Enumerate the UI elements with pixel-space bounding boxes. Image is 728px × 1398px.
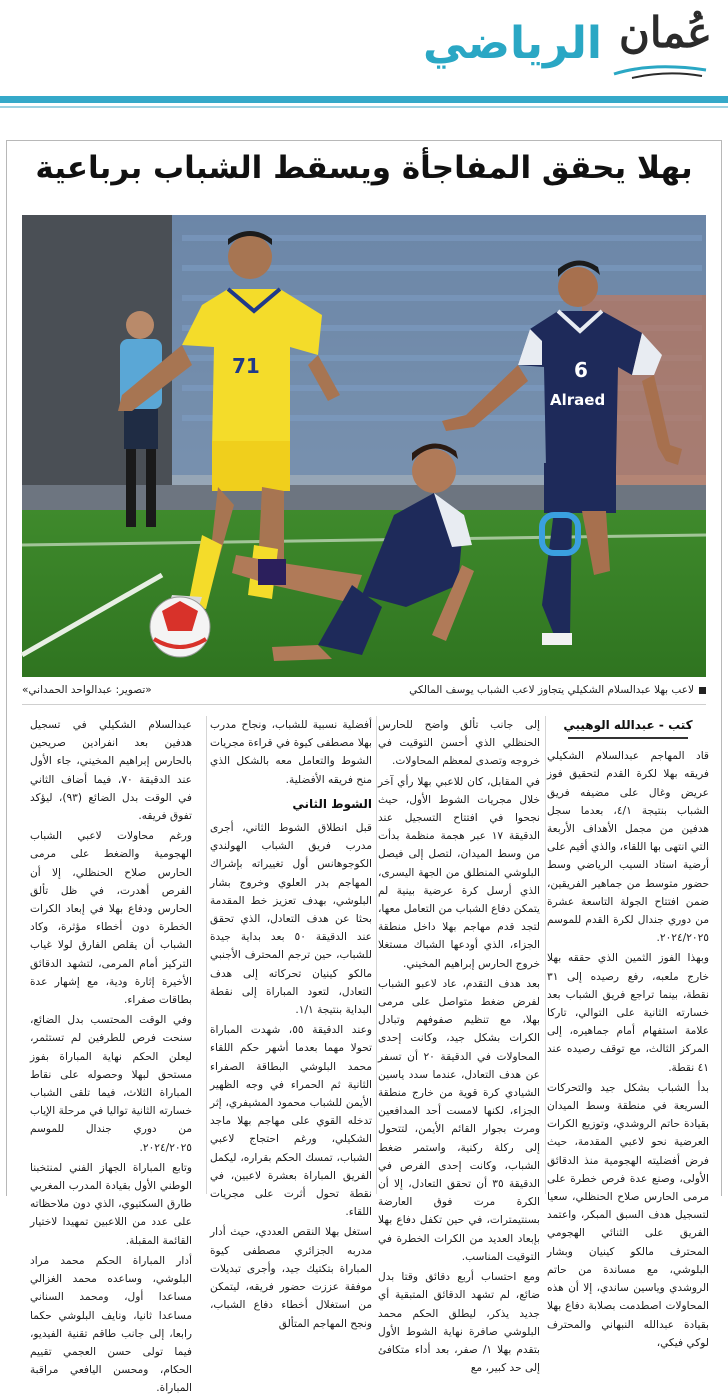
paragraph: أدار المباراة الحكم محمد مراد البلوشي، وساعده محمد الغزالي مساعدا أول، ومحمد السناني مساعدا ثانيا، ونايف البلوشي حكما رابعا، إلى جانب طاقم تقنية الفيديو، فيما تولى حسن العجمي تقييم الحكام، ومحسن اليافعي مراقبة المباراة. bbox=[30, 1254, 192, 1395]
byline: كتب - عبدالله الوهيبي bbox=[547, 716, 709, 739]
brand-section-title: الرياضي bbox=[422, 18, 602, 69]
photo-credit: «تصوير: عبدالواحد الحمداني» bbox=[22, 684, 152, 696]
column-divider bbox=[376, 716, 377, 1194]
paragraph: استغل بهلا النقص العددي، حيث أدار مدربه الجزائري مصطفى كيوة المباراة بتكتيك جيد، وأجرى تبديلات موفقة عززت حضور فريقه، ليتمكن من استغلال أخطاء دفاع الشباب، ونجح المهاجم المتألق bbox=[210, 1226, 372, 1330]
match-photo-illustration bbox=[22, 215, 706, 677]
football-ball bbox=[150, 597, 210, 657]
yellow-jersey-number: 71 bbox=[232, 354, 260, 378]
column-divider bbox=[545, 716, 546, 1194]
masthead-rule bbox=[0, 96, 728, 103]
photo-caption bbox=[409, 684, 706, 696]
column-divider bbox=[206, 716, 207, 1194]
paragraph: قبل انطلاق الشوط الثاني، أجرى مدرب فريق الشباب الهولندي الكوجوهانس أول تغييراته بإشراك المهاجم بدر العلوي وخروج بشار البلوشي، بهدف تعزيز خط المقدمة بحثا عن هدف التعادل، الذي تحقق عند الدقيقة ٥٠ بعد بداية جيدة للشباب، حين ترجم المحترف الأجنبي مالكو كينيان تحركاته إلى هدف التعادل، لتعود المباراة إلى نقطة البداية بنتيجة ١/١. bbox=[210, 822, 372, 1017]
brand-oman: عُمان bbox=[619, 8, 712, 57]
brand-logo[interactable] bbox=[384, 6, 714, 92]
article-column-3 bbox=[210, 716, 372, 1330]
paragraph: وبهذا الفوز الثمين الذي حققه بهلا خارج ملعبه، رفع رصيده إلى ٣١ نقطة، بينما تراجع فريق الشباب بعد خسارته الثانية على التوالي، تاركا علامة استفهام أمام جماهيره، إلى المركز الثالث، مع توقف رصيده عند ٤١ نقطة. bbox=[547, 952, 709, 1074]
jersey-sponsor: Alraed bbox=[550, 391, 606, 409]
paragraph: إلى جانب تألق واضح للحارس الحنظلي الذي أحسن التوقيت في خروجه وتصدى لمعظم المحاولات. bbox=[378, 719, 540, 768]
masthead-rule-thin bbox=[0, 106, 728, 108]
paragraph: وعند الدقيقة ٥٥، شهدت المباراة تحولا مهما بعدما أشهر حكم اللقاء محمد البلوشي البطاقة الصفراء الثانية ثم الحمراء في وجه الظهير الأيمن للشباب محمود المشيفري، إثر تدخله القوي على مهاجم بهلا ماجد الشكيلي، ورغم احتجاج لاعبي الشباب، تمسك الحكم بقراره، ليكمل الفريق المباراة بعشرة لاعبين، في نقطة تحول أثرت على مجريات اللقاء. bbox=[210, 1024, 372, 1219]
paragraph: قاد المهاجم عبدالسلام الشكيلي فريقه بهلا لكرة القدم لتحقيق فوز عريض وغال على مضيفه فريق الشباب بنتيجة ٤/١، بعدما سجل هدفين من مجمل الأهداف الأربعة التي انتهى بها اللقاء، والذي أقيم على أرضية استاد السيب الرياضي وسط حضور متوسط من جماهير الفريقين، ضمن افتتاح الجولة التاسعة عشرة من دوري جندال لكرة القدم للموسم ٢٠٢٤/٢٠٢٥. bbox=[547, 750, 709, 945]
article-headline: بهلا يحقق المفاجأة ويسقط الشباب برباعية bbox=[35, 150, 693, 186]
paragraph: ورغم محاولات لاعبي الشباب الهجومية والضغط على مرمى الحارس صلاح الحنظلي، إلا أن الفرص أهدرت، في ظل تألق الحارس ودفاع بهلا في إبعاد الكرات الخطرة دون أخطاء مؤثرة، وكاد الشباب أن يقلص الفارق لولا غياب التركيز أمام المرمى، لتشهد الدقائق الأخيرة إثارة ودية، مع إشهار عدة بطاقات صفراء. bbox=[30, 830, 192, 1007]
paragraph: وفي الوقت المحتسب بدل الضائع، سنحت فرص للطرفين لم تستثمر، ليعلن الحكم نهاية المباراة بفوز مستحق لبهلا وحصوله على نقاط المباراة الثلاث، فيما تلقى الشباب خسارته الثانية تواليا في مرحلة الإياب من دوري جندال للموسم ٢٠٢٤/٢٠٢٥. bbox=[30, 1014, 192, 1154]
paragraph: وتابع المباراة الجهاز الفني لمنتخبنا الوطني الأول بقيادة المدرب المغربي طارق السكتيوي، الذي دون ملاحظاته على عدد من اللاعبين تمهيدا لاختيار القائمة المقبلة. bbox=[30, 1161, 192, 1247]
match-photo bbox=[22, 215, 706, 677]
navy-jersey-number: 6 bbox=[574, 358, 588, 382]
photo-captions bbox=[22, 682, 706, 702]
paragraph: في المقابل، كان للاعبي بهلا رأي آخر خلال مجريات الشوط الأول، حيث نجحوا في افتتاح التسجيل عند الدقيقة ١٧ عبر هجمة منظمة بدأت من وسط الميدان، لتصل إلى فيصل البلوشي المنطلق من الجهة اليسرى، الذي أرسل كرة عرضية بينية لم يتمكن دفاع الشباب من التعامل معها، لتجد قدم مهاجم بهلا داخل منطقة الجزاء، الذي أودعها الشباك مستغلا خروج الحارس إبراهيم المخيني. bbox=[378, 775, 540, 970]
paragraph: عبدالسلام الشكيلي في تسجيل هدفين بعد انفرادين صريحين بالحارس إبراهيم المخيني، جاء الأول عند الدقيقة ٧٠، فيما أضاف الثاني في الوقت بدل الضائع (٩٣)، ليؤكد تفوق فريقه. bbox=[30, 719, 192, 823]
paragraph: بعد هدف التقدم، عاد لاعبو الشباب لفرض ضغط متواصل على مرمى بهلا، مع تنظيم صفوفهم وتبادل الكرات بشكل جيد، وكانت إحدى المحاولات في الدقيقة ٢٠ أن تسفر عن هدف التعادل، عندما سدد ياسين الشيادي كرة قوية من خارج منطقة الجزاء، لكنها لامست أحد المدافعين ومرت بجوار القائم الأيمن، لتتحول إلى ركلة ركنية، واستمر ضغط الشباب، وكانت إحدى الفرص في الدقيقة ٣٥ أن تحقق التعادل، إلا أن الكرة مرت فوق العارضة بسنتيمترات، في حين تكفل دفاع بهلا بإبعاد العديد من الكرات الخطرة في التوقيت المناسب. bbox=[378, 977, 540, 1263]
article-column-4 bbox=[30, 716, 192, 1395]
photo-caption-text: لاعب بهلا عبدالسلام الشكيلي يتجاوز لاعب الشباب يوسف المالكي bbox=[409, 684, 694, 696]
paragraph: أفضلية نسبية للشباب، ونجاح مدرب بهلا مصطفى كيوة في قراءة مجريات الشوط والتعامل معه بالشكل الذي منح فريقه الأفضلية. bbox=[210, 719, 372, 786]
paragraph: بدأ الشباب بشكل جيد والتحركات السريعة في منطقة وسط الميدان بقيادة حاتم الروشدي، وتوزيع الكرات العرضية نحو لاعبي المقدمة، حيث فرض أفضليته الهجومية منذ الدقائق الأولى، وصنع عدة فرص خطرة على مرمى الحارس صلاح الحنظلي، سعيا لتسجيل هدف السبق المبكر، واعتمد الفريق على الثنائي الهجومي المحترف مالكو كينيان وبشار البلوشي، مع مساندة من حاتم الروشدي وياسين ساندي، إلا أن هذه المحاولات اصطدمت بصلابة دفاع بهلا بقيادة عبدالله النبهاني والمحترف لوكي فيكي، bbox=[547, 1081, 709, 1349]
masthead bbox=[0, 0, 728, 118]
subheading-second-half: الشوط الثاني bbox=[292, 796, 372, 811]
caption-divider bbox=[22, 704, 706, 705]
logo-swoosh-icon bbox=[612, 62, 708, 80]
paragraph: ومع احتساب أربع دقائق وقتا بدل ضائع، لم تشهد الدقائق المتبقية أي جديد يذكر، ليطلق الحكم محمد البلوشي صافرة نهاية الشوط الأول بتقدم بهلا ١/ صفر، بعد أداء متكافئ إلى حد كبير، مع bbox=[378, 1271, 540, 1375]
caption-bullet-icon bbox=[699, 687, 706, 694]
article-column-1 bbox=[547, 716, 709, 1349]
article-column-2 bbox=[378, 716, 540, 1375]
